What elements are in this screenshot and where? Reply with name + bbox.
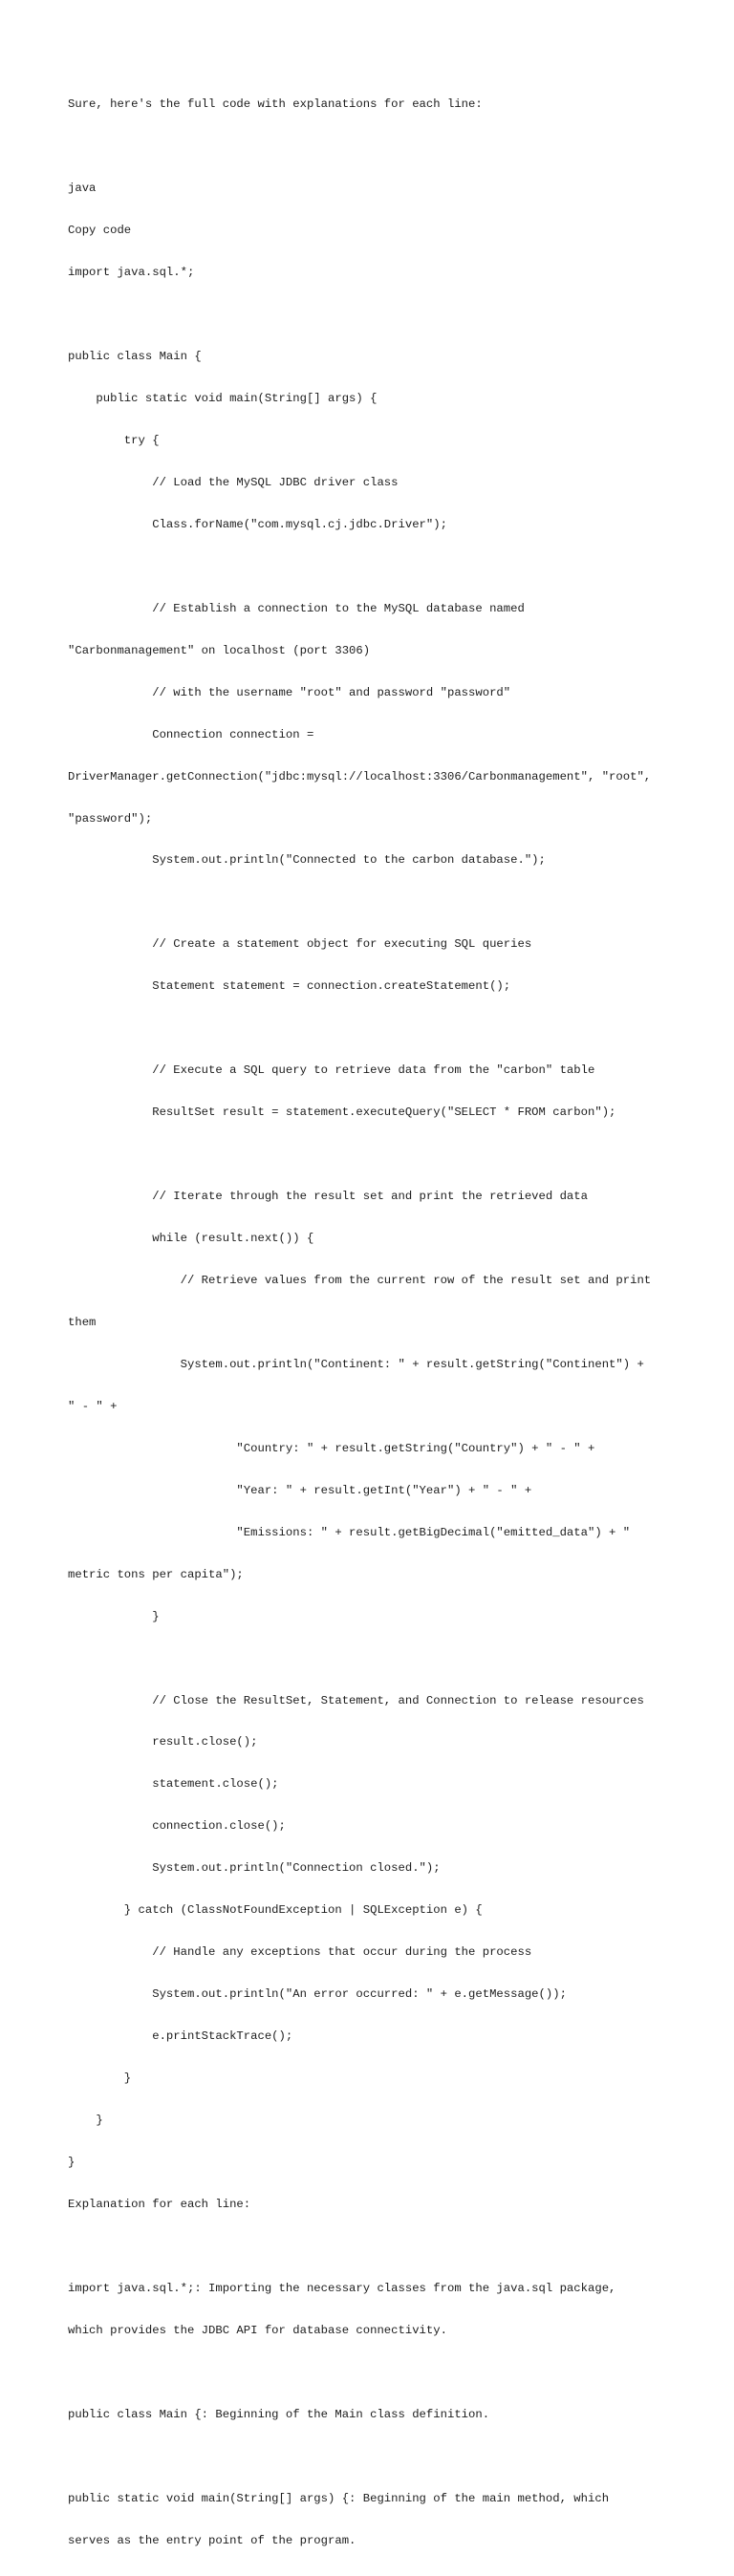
document-text xyxy=(68,70,680,2576)
code-line: while (result.next()) { xyxy=(68,1232,314,1246)
code-line: metric tons per capita"); xyxy=(68,1567,244,1581)
intro-line: Sure, here's the full code with explanations for each line: xyxy=(68,97,483,112)
code-line: Connection connection = xyxy=(68,727,314,741)
code-line: "Year: " + result.getInt("Year") + " - " + xyxy=(68,1483,532,1497)
code-line: // Load the MySQL JDBC driver class xyxy=(68,475,399,489)
code-line: Class.forName("com.mysql.cj.jdbc.Driver"); xyxy=(68,517,447,531)
code-line: // Close the ResultSet, Statement, and Connection to release resources xyxy=(68,1693,644,1707)
code-line: them xyxy=(68,1315,97,1329)
code-line: ResultSet result = statement.executeQuery("SELECT * FROM carbon"); xyxy=(68,1106,616,1120)
code-line: // Iterate through the result set and print the retrieved data xyxy=(68,1190,588,1204)
blank-line xyxy=(68,1021,680,1036)
blank-line xyxy=(68,2366,680,2380)
code-line: statement.close(); xyxy=(68,1777,279,1792)
code-line: "Country: " + result.getString("Country") + " - " + xyxy=(68,1441,595,1455)
explanation-line: import java.sql.*;: Importing the necessary classes from the java.sql package, xyxy=(68,2281,616,2295)
code-line: result.close(); xyxy=(68,1735,258,1750)
code-line: } xyxy=(68,1609,160,1623)
explanation-line: serves as the entry point of the program. xyxy=(68,2533,356,2547)
code-line: // Retrieve values from the current row of the result set and print xyxy=(68,1274,652,1287)
code-line: try { xyxy=(68,433,160,447)
blank-line xyxy=(68,1652,680,1666)
explanation-heading: Explanation for each line: xyxy=(68,2197,251,2211)
blank-line xyxy=(68,140,680,154)
code-line: System.out.println("Connection closed."); xyxy=(68,1861,441,1876)
code-line: e.printStackTrace(); xyxy=(68,2029,293,2044)
blank-line xyxy=(68,560,680,574)
code-line: } xyxy=(68,2072,132,2086)
blank-line xyxy=(68,2450,680,2464)
code-line: System.out.println("Connected to the carbon database."); xyxy=(68,853,546,868)
blank-line xyxy=(68,308,680,322)
explanation-line: which provides the JDBC API for database connectivity. xyxy=(68,2323,447,2337)
code-line: System.out.println("Continent: " + result.getString("Continent") + xyxy=(68,1357,644,1371)
code-line: // with the username "root" and password "password" xyxy=(68,685,511,699)
blank-line xyxy=(68,2240,680,2254)
code-line: // Establish a connection to the MySQL database named xyxy=(68,601,525,615)
code-line: " - " + xyxy=(68,1399,118,1413)
code-line: "Emissions: " + result.getBigDecimal("emitted_data") + " xyxy=(68,1525,631,1539)
code-line: DriverManager.getConnection("jdbc:mysql://localhost:3306/Carbonmanagement", "root", xyxy=(68,769,652,784)
code-line: public class Main { xyxy=(68,350,202,364)
code-line: System.out.println("An error occurred: " + e.getMessage()); xyxy=(68,1987,567,2002)
code-line: Statement statement = connection.createStatement(); xyxy=(68,979,511,994)
code-line: "password"); xyxy=(68,811,153,826)
code-language-label: java xyxy=(68,182,97,196)
code-line: } catch (ClassNotFoundException | SQLException e) { xyxy=(68,1903,483,1918)
code-line: public static void main(String[] args) { xyxy=(68,391,378,405)
blank-line xyxy=(68,1148,680,1162)
code-line: } xyxy=(68,2114,103,2128)
copy-code-label: Copy code xyxy=(68,224,132,238)
blank-line xyxy=(68,895,680,910)
code-line: import java.sql.*; xyxy=(68,266,195,280)
code-line: connection.close(); xyxy=(68,1819,286,1834)
explanation-line: public class Main {: Beginning of the Main class definition. xyxy=(68,2407,490,2421)
code-line: // Create a statement object for executing SQL queries xyxy=(68,937,532,952)
code-line: "Carbonmanagement" on localhost (port 3306) xyxy=(68,643,371,657)
code-line: } xyxy=(68,2156,76,2170)
code-line: // Handle any exceptions that occur during the process xyxy=(68,1945,532,1960)
explanation-line: public static void main(String[] args) {: Beginning of the main method, which xyxy=(68,2491,610,2505)
code-line: // Execute a SQL query to retrieve data from the "carbon" table xyxy=(68,1063,595,1078)
